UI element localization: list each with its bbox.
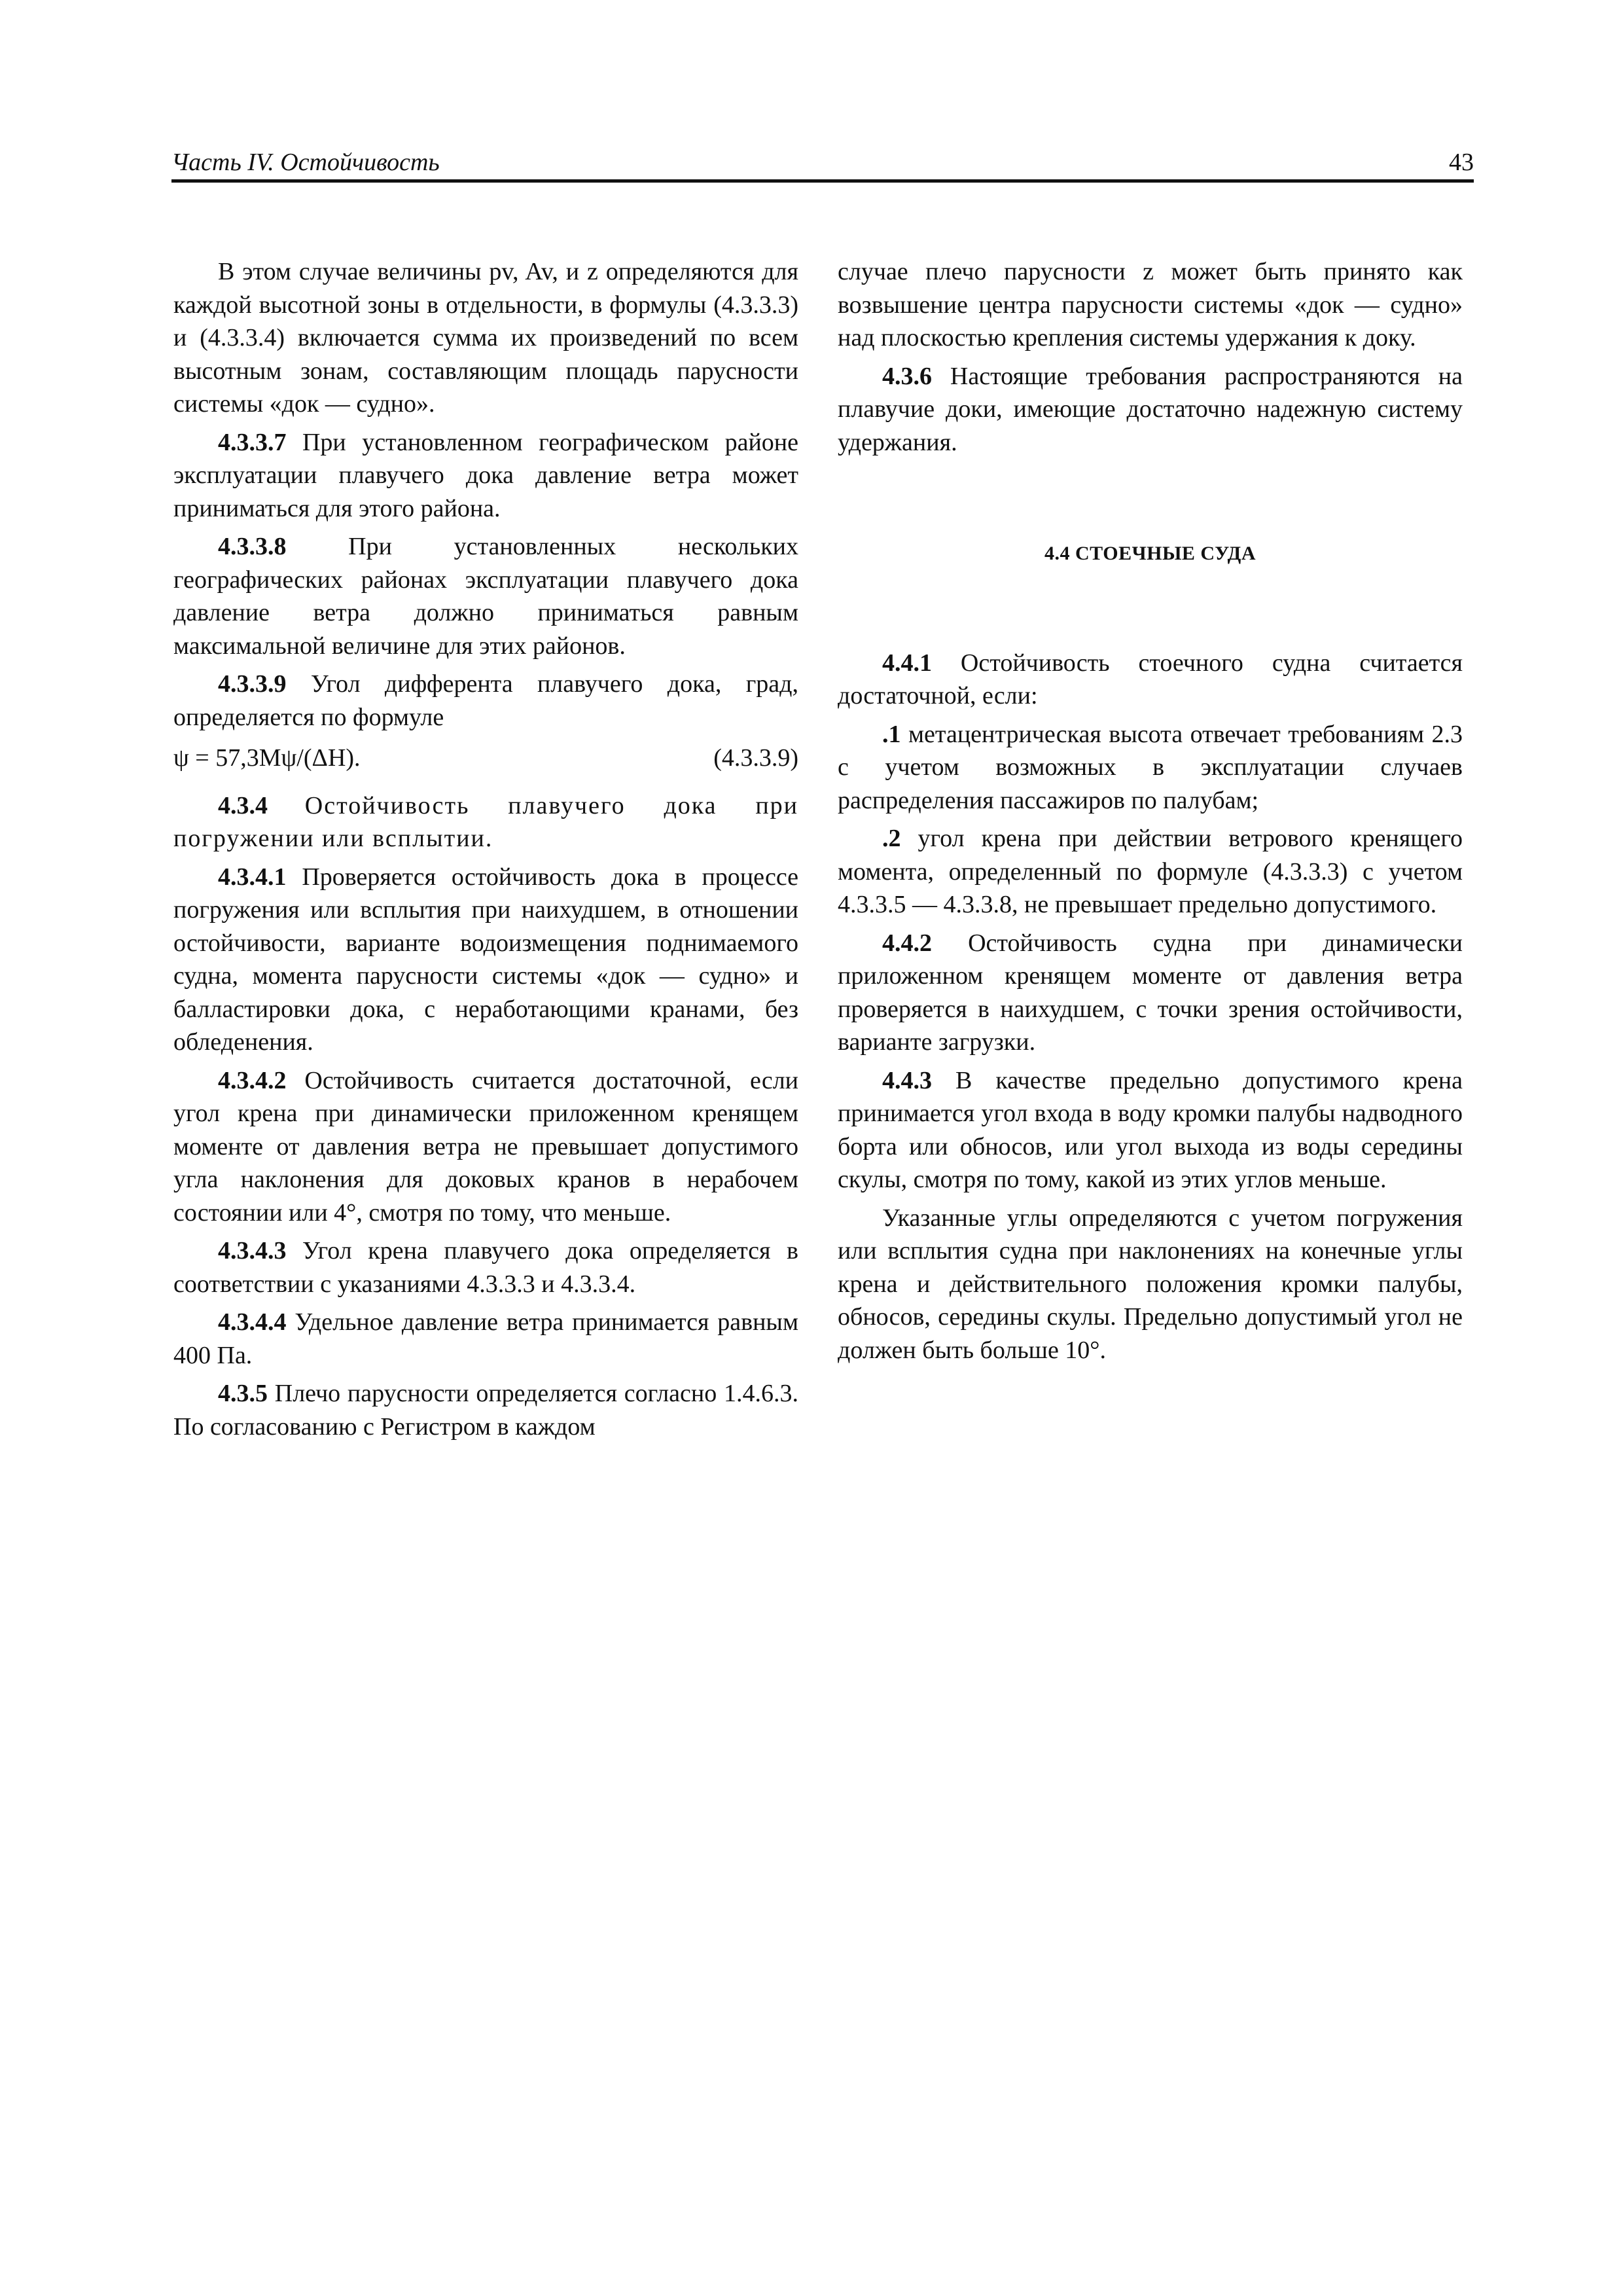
paragraph bbox=[838, 360, 1463, 459]
left-column bbox=[173, 255, 798, 1448]
paragraph bbox=[838, 647, 1463, 713]
paragraph-text: Остойчивость судна при динамически приложенном кренящем моменте от давления ветра проверяется в наихудшем, с точки зрения остойчивости, варианте загрузки. bbox=[838, 929, 1463, 1056]
right-column bbox=[838, 255, 1463, 1372]
clause-number: .2 bbox=[882, 825, 901, 852]
paragraph-text: Указанные углы определяются с учетом погружения или всплытия судна при наклонениях на конечные углы крена и действительного положения кромки палубы, обносов, середины скулы. Предельно допустимый угол не должен быть больше 10°. bbox=[838, 1204, 1463, 1364]
clause-number: 4.3.4.4 bbox=[218, 1308, 287, 1336]
clause-number: 4.4.3 bbox=[882, 1066, 932, 1094]
paragraph bbox=[173, 668, 798, 734]
paragraph-text: случае плечо парусности z может быть принято как возвышение центра парусности системы «док — судно» над плоскостью крепления системы удержания к доку. bbox=[838, 258, 1463, 351]
paragraph-text: Настоящие требования распространяются на плавучие доки, имеющие достаточно надежную систему удержания. bbox=[838, 362, 1463, 456]
paragraph-text: Остойчивость плавучего дока при погружении или всплытии. bbox=[173, 791, 798, 852]
paragraph bbox=[173, 530, 798, 662]
paragraph-text: Остойчивость считается достаточной, если угол крена при динамически приложенном кренящем моменте от давления ветра не превышает допустимого угла наклонения для доковых кранов в нерабочем состоянии или 4°, смотря по тому, что меньше. bbox=[173, 1066, 798, 1227]
section-heading: 4.4 СТОЕЧНЫЕ СУДА bbox=[1044, 543, 1256, 564]
paragraph bbox=[838, 255, 1463, 355]
page-number: 43 bbox=[1449, 149, 1474, 176]
paragraph bbox=[173, 1377, 798, 1443]
clause-number: 4.3.4.3 bbox=[218, 1237, 287, 1265]
paragraph bbox=[173, 1306, 798, 1372]
clause-number: 4.4.1 bbox=[882, 649, 932, 677]
paragraph bbox=[838, 718, 1463, 817]
paragraph-text: Проверяется остойчивость дока в процессе погружения или всплытия при наихудшем, в отношении остойчивости, варианте водоизмещения поднимаемого судна, момента парусности системы «док — судно» и балластировки дока, с неработающими кранами, без обледенения. bbox=[173, 863, 799, 1056]
formula-number: (4.3.3.9) bbox=[713, 744, 798, 772]
paragraph bbox=[838, 1064, 1463, 1196]
paragraph bbox=[173, 861, 798, 1059]
paragraph-text: В этом случае величины pv, Av, и z определяются для каждой высотной зоны в отдельности, в формулы (4.3.3.3) и (4.3.3.4) включается сумма их произведений по всем высотным зонам, составляющим площадь парусности системы «док — судно». bbox=[173, 258, 798, 418]
paragraph-text: Остойчивость стоечного судна считается достаточной, если: bbox=[838, 649, 1463, 709]
paragraph bbox=[838, 822, 1463, 922]
paragraph bbox=[838, 927, 1463, 1059]
paragraph bbox=[838, 1202, 1463, 1367]
paragraph-text: Угол крена плавучего дока определяется в соответствии с указаниями 4.3.3.3 и 4.3.3.4. bbox=[173, 1237, 799, 1298]
clause-number: .1 bbox=[882, 720, 901, 748]
clause-number: 4.3.3.8 bbox=[218, 533, 287, 560]
paragraph bbox=[173, 1064, 798, 1230]
paragraph-text: метацентрическая высота отвечает требованиям 2.3 с учетом возможных в эксплуатации случаев распределения пассажиров по палубам; bbox=[838, 720, 1463, 814]
clause-number: 4.3.4 bbox=[218, 791, 268, 819]
clause-number: 4.3.4.2 bbox=[218, 1066, 287, 1094]
paragraph bbox=[173, 255, 798, 421]
clause-number: 4.3.4.1 bbox=[218, 863, 287, 891]
formula-row bbox=[173, 742, 798, 775]
clause-number: 4.3.3.9 bbox=[218, 670, 287, 698]
paragraph bbox=[173, 1234, 798, 1300]
paragraph-text: Угол дифферента плавучего дока, град, определяется по формуле bbox=[173, 670, 798, 731]
header-title: Часть IV. Остойчивость bbox=[171, 149, 440, 176]
clause-number: 4.3.5 bbox=[218, 1380, 268, 1407]
clause-number: 4.3.3.7 bbox=[218, 428, 287, 456]
paragraph-text: При установленном географическом районе эксплуатации плавучего дока давление ветра может приниматься для этого района. bbox=[173, 428, 799, 522]
paragraph bbox=[173, 426, 798, 526]
clause-number: 4.3.6 bbox=[882, 362, 932, 390]
clause-number: 4.4.2 bbox=[882, 929, 932, 957]
page-header bbox=[171, 145, 1474, 183]
paragraph-text: В качестве предельно допустимого крена принимается угол входа в воду кромки палубы надводного борта или обносов, или угол выхода из воды середины скулы, смотря по тому, какой из этих углов меньше. bbox=[838, 1066, 1463, 1193]
formula-expression: ψ = 57,3Mψ/(ΔH). bbox=[173, 744, 361, 772]
paragraph-text: При установленных нескольких географических районах эксплуатации плавучего дока давление ветра должно приниматься равным максимальной величине для этих районов. bbox=[173, 533, 798, 660]
paragraph bbox=[173, 789, 798, 855]
paragraph-text: Удельное давление ветра принимается равным 400 Па. bbox=[173, 1308, 798, 1369]
paragraph-text: угол крена при действии ветрового кренящего момента, определенный по формуле (4.3.3.3) с учетом 4.3.3.5 — 4.3.3.8, не превышает предельно допустимого. bbox=[838, 825, 1463, 918]
paragraph-text: Плечо парусности определяется согласно 1.4.6.3. По согласованию с Регистром в каждом bbox=[173, 1380, 798, 1441]
